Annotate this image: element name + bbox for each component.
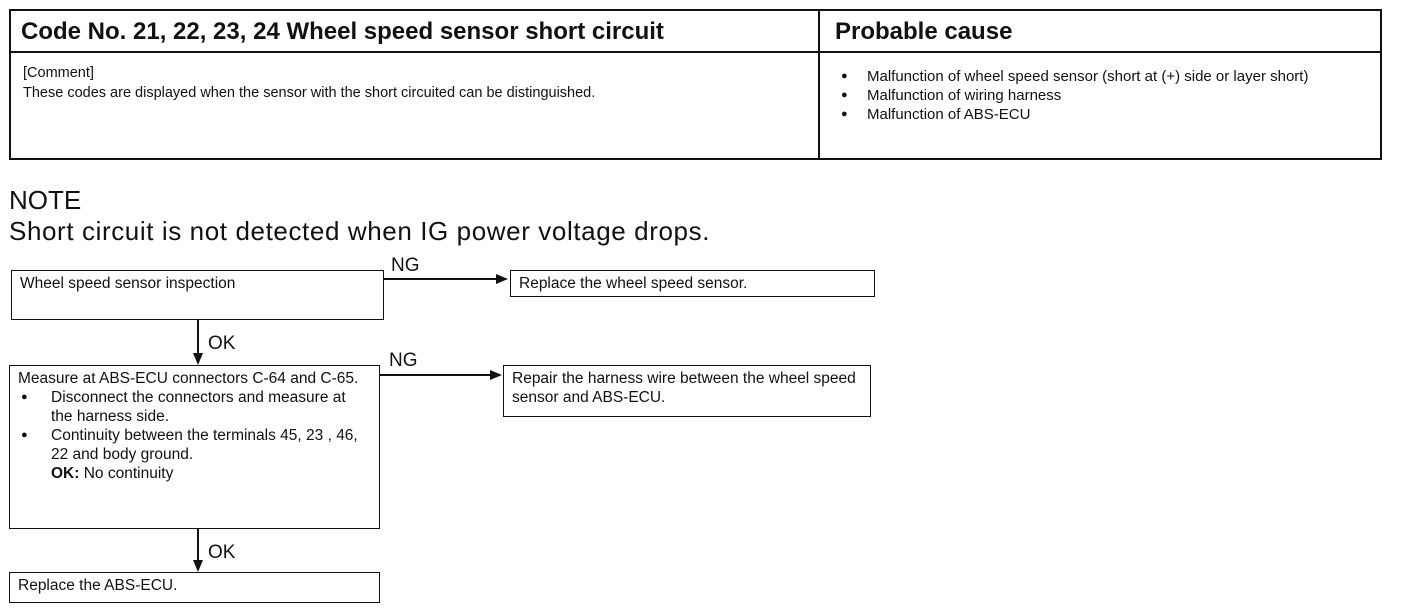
step3-text: Replace the ABS-ECU.	[18, 577, 178, 594]
action1-text: Replace the wheel speed sensor.	[519, 275, 748, 292]
ok-connector-line	[197, 320, 199, 354]
arrow-down-icon	[193, 353, 203, 365]
cause-item: ● Malfunction of wiring harness	[837, 86, 1377, 105]
cause-item: ● Malfunction of wheel speed sensor (short at (+) side or layer short)	[837, 67, 1377, 86]
comment-block	[23, 63, 595, 103]
step2-list	[18, 388, 371, 464]
step2-item: ● Continuity between the terminals 45, 23 , 46, 22 and body ground.	[18, 426, 371, 464]
code-header-table	[9, 9, 1382, 160]
step2-item: ● Disconnect the connectors and measure at the harness side.	[18, 388, 371, 426]
code-title: Code No. 21, 22, 23, 24 Wheel speed sensor short circuit	[21, 18, 664, 45]
ng-label: NG	[389, 350, 418, 371]
ng-connector-line	[380, 374, 492, 376]
step-wheel-speed-sensor-inspection	[11, 270, 384, 320]
ok-connector-line	[197, 529, 199, 561]
ok-label: OK	[208, 542, 236, 563]
ng-connector-line	[384, 278, 498, 280]
step2-ok-criterion	[18, 464, 371, 483]
action2-text: Repair the harness wire between the wheel speed sensor and ABS-ECU.	[512, 370, 856, 406]
ok-value: No continuity	[83, 465, 174, 482]
arrow-right-icon	[496, 274, 508, 284]
step1-text: Wheel speed sensor inspection	[20, 275, 236, 292]
step2-intro: Measure at ABS-ECU connectors C-64 and C-65.	[18, 370, 359, 387]
step-replace-ecu	[9, 572, 380, 603]
note-heading: NOTE	[9, 185, 82, 215]
probable-cause-title: Probable cause	[835, 18, 1013, 45]
action-repair-harness	[503, 365, 871, 417]
comment-text: These codes are displayed when the sensor with the short circuited can be distinguished.	[23, 85, 596, 101]
arrow-down-icon	[193, 560, 203, 572]
arrow-right-icon	[490, 370, 502, 380]
column-divider	[818, 11, 820, 158]
comment-label: [Comment]	[23, 65, 94, 81]
step-measure-connectors	[9, 365, 380, 529]
probable-cause-list	[837, 67, 1377, 124]
ok-label: OK	[208, 333, 236, 354]
ng-label: NG	[391, 255, 420, 276]
ok-key: OK:	[51, 465, 80, 482]
cause-item: ● Malfunction of ABS-ECU	[837, 105, 1377, 124]
note-text: Short circuit is not detected when IG power voltage drops.	[9, 216, 711, 246]
action-replace-sensor	[510, 270, 875, 297]
